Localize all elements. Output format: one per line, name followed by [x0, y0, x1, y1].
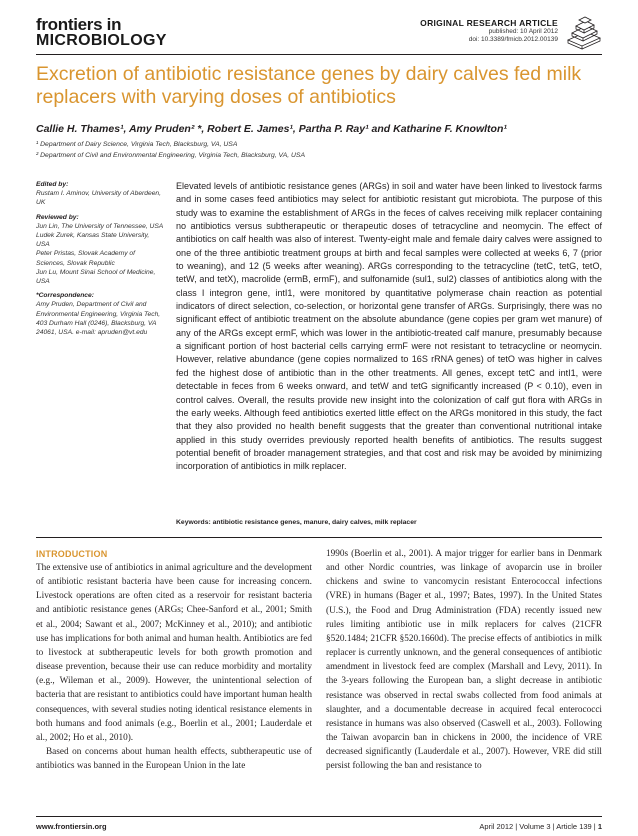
journal-line1: frontiers in: [36, 15, 122, 34]
keywords: Keywords: antibiotic resistance genes, manure, dairy calves, milk replacer: [176, 519, 417, 526]
paragraph: Based on concerns about human health effects, subtherapeutic use of antibiotics was banned in the European Union in the late: [36, 747, 312, 772]
section-heading-introduction: INTRODUCTION: [36, 549, 108, 559]
reviewer: Jun Lu, Mount Sinai School of Medicine, USA: [36, 268, 156, 286]
page-number: 1: [597, 822, 602, 831]
header-divider: [36, 54, 602, 55]
editor: Rustam I. Aminov, University of Aberdeen, UK: [36, 190, 162, 207]
reviewer: Jun Lin, The University of Tennessee, USA: [36, 222, 164, 230]
abstract: Elevated levels of antibiotic resistance genes (ARGs) in soil and water have been linked to livestock farms and in some cases feed antibiotics may select for antibiotic resistant gut microbiota. The purpose of this study was to examine the establishment of ARGs in the feces of calves receiving milk replacer containing no antibiotics versus subtherapeutic or therapeutic doses of tetracycline and neomycin. The effect of antibiotics on calf health was also of interest. Twenty-eight male and female dairy calves were assigned to one of the three antibiotic treatment groups at birth and fecal samples were collected at weeks 6, 7 (prior to weaning), and 12 (5 weeks after weaning). ARGs corresponding to the tetracycline (tetC, tetG, tetO, tetW, and tetX), macrolide (ermB, ermF), and sulfonamide (sul1, sul2) classes of antibiotics along with the class I integron gene, intI1, were monitored by quantitative polymerase chain reaction as potential indicators of direct selection, co-selection, or horizontal gene transfer of ARGs. Surprisingly, there was no significant effect of antibiotic treatment on the absolute abundance (gene copies per gram wet manure) of any of the ARGs except ermF, which was lower in the antibiotic-treated calf manure, presumably because a significant portion of host bacterial cells carrying ermF were not resistant to tetracycline or neomycin. However, relative abundance (gene copies normalized to 16S rRNA genes) of tetO was higher in calves fed the highest dose of antibiotic than in the other treatments. All genes, except tetC and intI1, were detectable in feces from 6 weeks onward, and tetW and tetG significantly increased (P < 0.10), even in control calves. Overall, the results provide new insight into the colonization of calf gut flora with ARGs in the early weeks. Although feed antibiotics exerted little effect on the ARGs monitored in this study, the fact that they also provided no health benefit suggests that the greater than conventional nutritional intake applied in this study overrides previously reported health benefits of antibiotics. The results suggest potential benefit of broader management strategies, and that cost and risk may be avoided by minimizing incorporation of antibiotics in milk replacer.: [176, 181, 602, 472]
article-type: ORIGINAL RESEARCH ARTICLE: [420, 18, 558, 28]
editorial-info: [36, 180, 164, 337]
correspondence: Amy Pruden, Department of Civil and Environmental Engineering, Virginia Tech, 403 Durham Hall (0246), Blacksburg, VA 24061, USA. e-mail: apruden@vt.edu: [36, 301, 161, 337]
stacked-blocks-logo-icon: [564, 16, 604, 50]
affiliation-1: ¹ Department of Dairy Science, Virginia Tech, Blacksburg, VA, USA: [36, 141, 238, 148]
paragraph: The extensive use of antibiotics in animal agriculture and the development of antibiotic resistant bacteria have been cause for increasing concern. Livestock operations are often cited as a reservoir for resistant bacteria and antibiotic resistance genes (ARGs; Chee-Sanford et al., 2001; Smith et al., 2004; Sawant et al., 2007; McKinney et al., 2010); and antibiotic use has implications for both animal and human health. Antibiotics are fed to livestock at subtherapeutic levels for both growth promotion and disease prevention, because their use can reduce morbidity and mortality (e.g., Wileman et al., 2009). However, the unintentional selection of bacteria that are resistant to antibiotics could have important human health consequences, with several studies noting identical resistance elements in both humans and food animals (e.g., Boerlin et al., 2001; Lauderdale et al., 2002; Ho et al., 2010).: [36, 563, 312, 743]
journal-logo: [36, 16, 167, 49]
footer-divider: [36, 816, 602, 817]
journal-line2: MICROBIOLOGY: [36, 32, 167, 49]
reviewed-by-label: Reviewed by:: [36, 213, 79, 221]
article-meta: [318, 18, 558, 44]
author-list: Callie H. Thames¹, Amy Pruden² *, Robert E. James¹, Partha P. Ray¹ and Katharine F. Knowlton¹: [36, 123, 507, 135]
reviewer: Ludek Zurek, Kansas State University, USA: [36, 232, 150, 249]
article-title: Excretion of antibiotic resistance genes by dairy calves fed milk replacers with varying doses of antibiotics: [36, 63, 582, 108]
edited-by-label: Edited by:: [36, 181, 69, 188]
body-column-left: [36, 561, 312, 773]
issue-info: [479, 822, 602, 831]
doi-link[interactable]: doi: 10.3389/fmicb.2012.00139: [468, 36, 558, 43]
correspondence-label: *Correspondence:: [36, 292, 94, 300]
affiliation-2: ² Department of Civil and Environmental Engineering, Virginia Tech, Blacksburg, VA, USA: [36, 152, 305, 159]
abstract-divider: [36, 537, 602, 538]
reviewer: Peter Pristas, Slovak Academy of Sciences, Slovak Republic: [36, 250, 135, 267]
issue-details: April 2012 | Volume 3 | Article 139 |: [479, 822, 598, 831]
paragraph: 1990s (Boerlin et al., 2001). A major trigger for earlier bans in Denmark and other Nordic countries, was linkage of avoparcin use in broiler chickens and swine to vancomycin resistant Enterococcal infections (VRE) in humans (Bager et al., 1997; Bates, 1997). In the United States (U.S.), the Food and Drug Administration (FDA) recently issued new rules limiting antibiotic use in milk replacers for calves (21CFR §520.1484; 21CFR §520.1660d). The precise effects of antibiotics in milk replacer is currently unknown, and the general consequences of antibiotic amendment in livestock feed are complex (Marshall and Levy, 2011). In the 3-years following the European ban, a slight decrease in antibiotic resistance was observed in rectal swabs collected from food animals at slaughter, and a documentable decrease in acquired fecal enterococci resistance in humans was also observed (Caswell et al., 2003). Following the Taiwan avoparcin ban in chickens in 2000, the incidence of VRE decreased significantly (Lauderdale et al., 2007). However, VRE did still persist following the ban and resistance to: [326, 549, 602, 772]
journal-website-link[interactable]: www.frontiersin.org: [36, 822, 107, 831]
published-date: published: 10 April 2012: [488, 28, 558, 35]
body-column-right: [326, 547, 602, 774]
